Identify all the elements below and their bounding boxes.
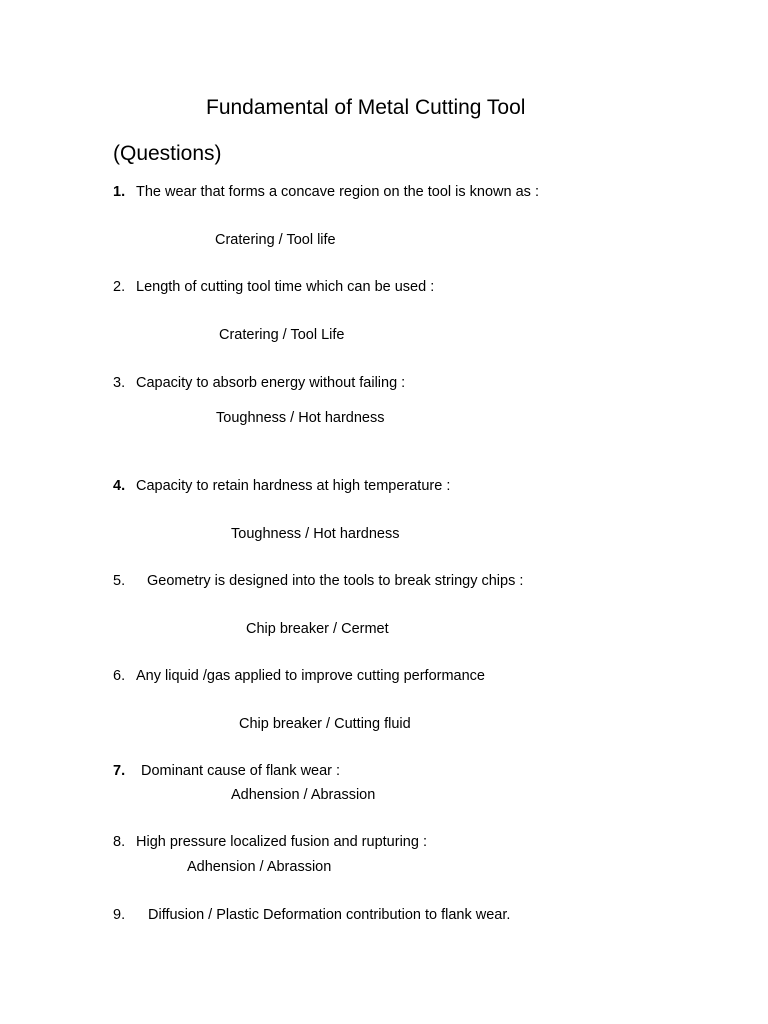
question-text: High pressure localized fusion and rupturing : — [136, 834, 427, 850]
question-number: 2. — [113, 279, 126, 295]
page-title: Fundamental of Metal Cutting Tool — [206, 96, 526, 119]
answer-3: Toughness / Hot hardness — [216, 410, 385, 426]
answer-2: Cratering / Tool Life — [219, 327, 345, 343]
question-number: 7. — [113, 763, 126, 779]
question-text: Length of cutting tool time which can be used : — [136, 279, 435, 295]
question-8 — [113, 834, 427, 850]
answer-4: Toughness / Hot hardness — [231, 526, 400, 542]
answer-6: Chip breaker / Cutting fluid — [239, 716, 411, 732]
question-7 — [113, 763, 340, 779]
answer-8: Adhension / Abrassion — [187, 859, 332, 875]
question-2 — [113, 279, 434, 295]
question-number: 3. — [113, 375, 126, 391]
answer-5: Chip breaker / Cermet — [246, 621, 389, 637]
question-number: 9. — [113, 907, 126, 923]
question-text: Dominant cause of flank wear : — [141, 763, 341, 779]
question-number: 1. — [113, 184, 126, 200]
question-9 — [113, 907, 510, 923]
question-text: The wear that forms a concave region on the tool is known as : — [136, 184, 539, 200]
question-text: Geometry is designed into the tools to break stringy chips : — [147, 573, 524, 589]
answer-7: Adhension / Abrassion — [231, 787, 376, 803]
answer-1: Cratering / Tool life — [215, 232, 336, 248]
question-number: 8. — [113, 834, 126, 850]
question-text: Any liquid /gas applied to improve cutting performance — [136, 668, 485, 684]
page-subtitle: (Questions) — [113, 142, 222, 165]
question-number: 4. — [113, 478, 126, 494]
question-3 — [113, 375, 405, 391]
question-text: Capacity to absorb energy without failing : — [136, 375, 406, 391]
question-1 — [113, 184, 539, 200]
question-5 — [113, 573, 523, 589]
question-4 — [113, 478, 450, 494]
question-text: Capacity to retain hardness at high temperature : — [136, 478, 451, 494]
question-number: 5. — [113, 573, 126, 589]
question-text: Diffusion / Plastic Deformation contribution to flank wear. — [148, 907, 511, 923]
question-6 — [113, 668, 485, 684]
question-number: 6. — [113, 668, 126, 684]
